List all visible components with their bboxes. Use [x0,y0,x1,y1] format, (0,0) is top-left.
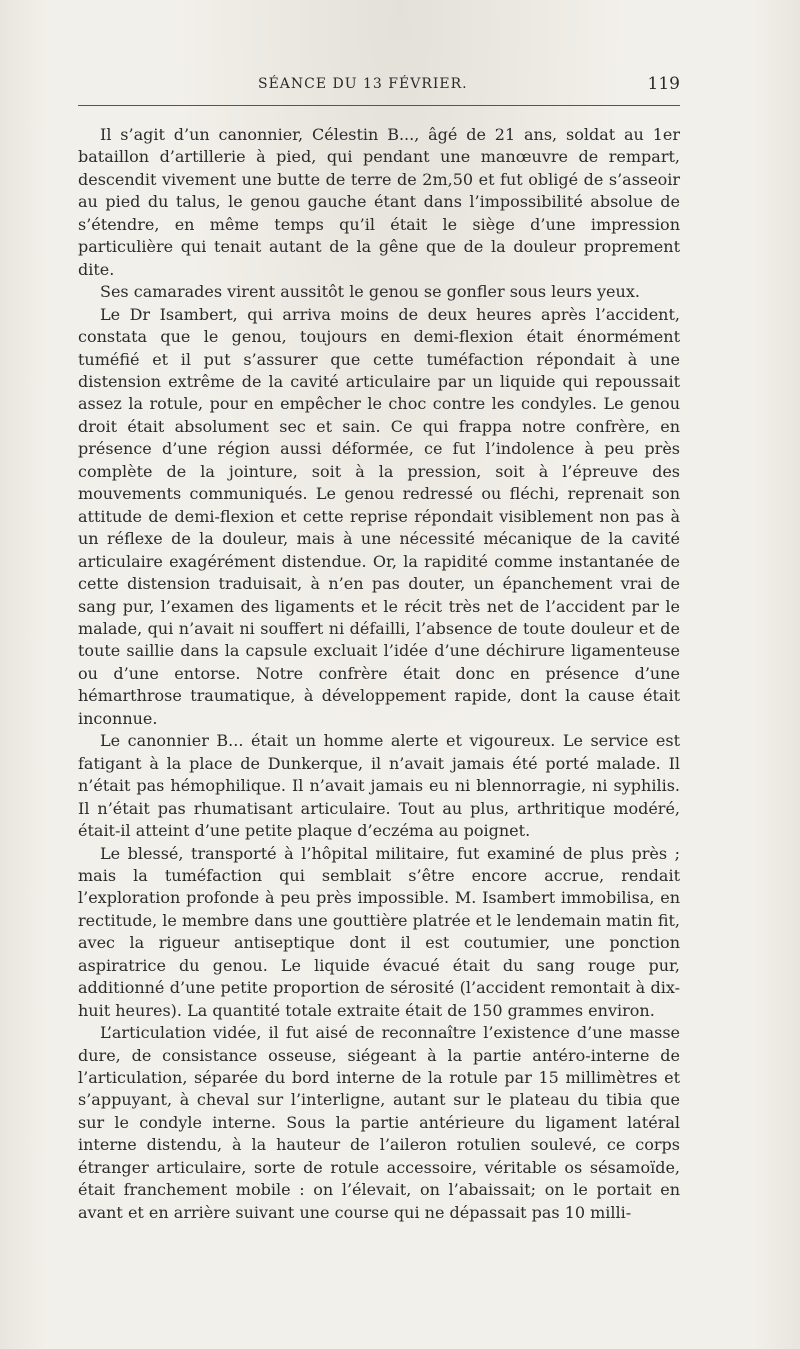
paragraph: Ses camarades virent aussitôt le genou se gonfler sous leurs yeux. [100,282,640,302]
paragraph: Le canonnier B... était un homme alerte et vigoureux. Le service est fatigant à la place de Dunkerque, il n’avait jamais été porté malade. Il n’était pas hémophilique. Il n’avait jamais eu ni blennorragie, ni syphilis. Il n’était pas rhumatisant articulaire. Tout au plus, arthritique modéré, était-il atteint d’une petite plaque d’eczéma au poignet. [78,731,680,841]
paragraph: L’articulation vidée, il fut aisé de reconnaître l’existence d’une masse dure, de consistance osseuse, siégeant à la partie antéro-interne de l’articulation, séparée du bord interne de la rotule par 15 millimètres et s’appuyant, à cheval sur l’interligne, autant sur le plateau du tibia que sur le condyle interne. Sous la partie antérieure du ligament latéral interne distendu, à la hauteur de l’aileron rotulien soulevé, ce corps étranger articulaire, sorte de rotule accessoire, véritable os sésamoïde, était franchement mobile : on l’élevait, on l’abaissait; on le portait en avant et en arrière suivant une course qui ne dépassait pas 10 milli- [78,1023,680,1222]
paragraph: Il s’agit d’un canonnier, Célestin B..., âgé de 21 ans, soldat au 1er bataillon d’artillerie à pied, qui pendant une manœuvre de rempart, descendit vivement une butte de terre de 2m,50 et fut obligé de s’asseoir au pied du talus, le genou gauche étant dans l’impossibilité absolue de s’étendre, en même temps qu’il était le siège d’une impression particulière qui tenait autant de la gêne que de la douleur proprement dite. [78,125,680,279]
header-rule [78,105,680,106]
paragraph: Le blessé, transporté à l’hôpital militaire, fut examiné de plus près ; mais la tuméfaction qui semblait s’être encore accrue, rendait l’exploration profonde à peu près impossible. M. Isambert immobilisa, en rectitude, le membre dans une gouttière platrée et le lendemain matin fit, avec la rigueur antiseptique dont il est coutumier, une ponction aspiratrice du genou. Le liquide évacué était du sang rouge pur, additionné d’une petite proportion de sérosité (l’accident remontait à dix-huit heures). La quantité totale extraite était de 150 grammes environ. [78,843,680,1020]
running-head: SÉANCE DU 13 FÉVRIER. [258,76,468,92]
body-text [78,124,680,1224]
page-number: 119 [647,74,680,94]
page-header [78,76,680,100]
paragraph: Le Dr Isambert, qui arriva moins de deux heures après l’accident, constata que le genou, toujours en demi-flexion était énormément tuméfié et il put s’assurer que cette tuméfaction répondait à une distension extrême de la cavité articulaire par un liquide qui repoussait assez la rotule, pour en empêcher le choc contre les condyles. Le genou droit était absolument sec et sain. Ce qui frappa notre confrère, en présence d’une région aussi déformée, ce fut l’indolence à peu près complète de la jointure, soit à la pression, soit à l’épreuve des mouvements communiqués. Le genou redressé ou fléchi, reprenait son attitude de demi-flexion et cette reprise répondait visiblement non pas à un réflexe de la douleur, mais à une nécessité mécanique de la cavité articulaire exagérément distendue. Or, la rapidité comme instantanée de cette distension traduisait, à n’en pas douter, un épanchement vrai de sang pur, l’examen des ligaments et le récit très net de l’accident par le malade, qui n’avait ni souffert ni défailli, l’absence de toute douleur et de toute saillie dans la capsule excluait l’idée d’une déchirure ligamenteuse ou d’une entorse. Notre confrère était donc en présence d’une hémarthrose traumatique, à développement rapide, dont la cause était inconnue. [78,304,680,728]
